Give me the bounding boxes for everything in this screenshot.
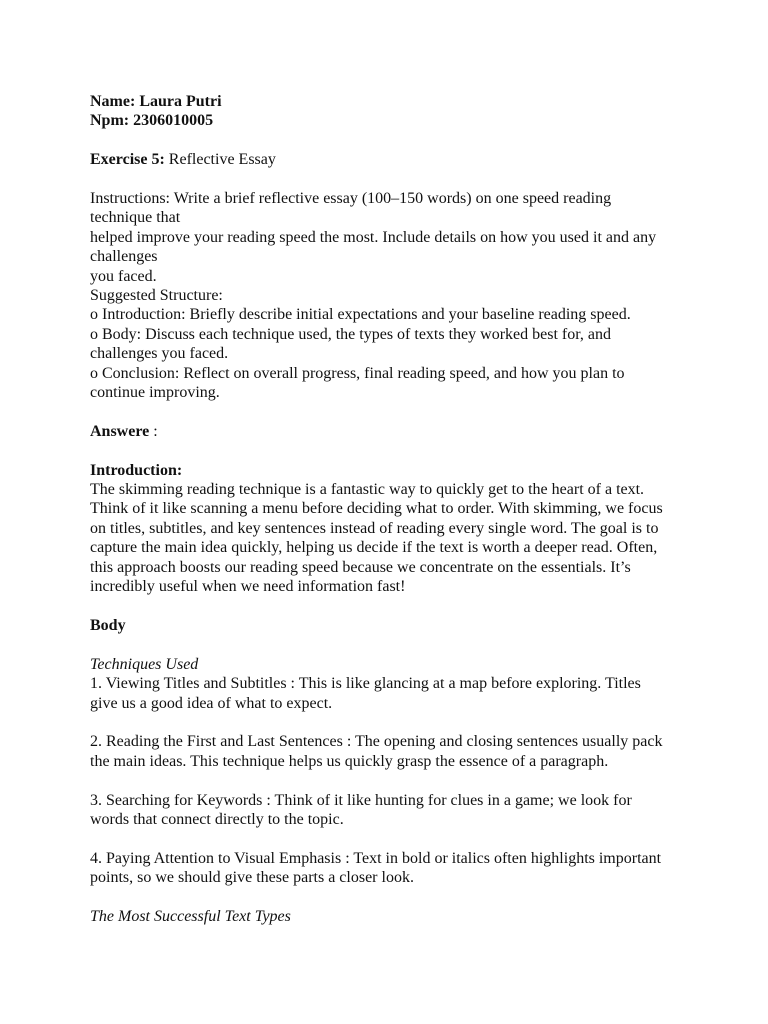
answer-heading: [90, 422, 690, 441]
spacer: [90, 635, 690, 654]
paragraph-line: The skimming reading technique is a fantastic way to quickly get to the heart of a text.: [90, 481, 645, 499]
document-page: [90, 92, 690, 926]
answer-label: Answere: [90, 422, 150, 440]
structure-heading: Suggested Structure:: [90, 287, 223, 305]
technique-line: give us a good idea of what to expect.: [90, 694, 333, 712]
structure-item: o Introduction: Briefly describe initial expectations and your baseline reading speed.: [90, 306, 631, 324]
exercise-label: Exercise 5:: [90, 151, 165, 169]
technique-item: [90, 674, 690, 713]
paragraph-line: Think of it like scanning a menu before deciding what to order. With skimming, we focus: [90, 500, 663, 518]
technique-line: 2. Reading the First and Last Sentences : The opening and closing sentences usually pack: [90, 733, 663, 751]
paragraph-line: incredibly useful when we need information fast!: [90, 578, 406, 596]
introduction-paragraph: [90, 480, 690, 596]
body-heading: Body: [90, 616, 126, 634]
techniques-heading: Techniques Used: [90, 655, 199, 673]
structure-item: continue improving.: [90, 384, 220, 402]
technique-line: words that connect directly to the topic.: [90, 810, 344, 828]
spacer: [90, 771, 690, 790]
technique-item: [90, 791, 690, 830]
paragraph-line: this approach boosts our reading speed because we concentrate on the essentials. It’s: [90, 558, 631, 576]
instructions-line: you faced.: [90, 267, 157, 285]
instructions-line: Instructions: Write a brief reflective essay (100–150 words) on one speed reading: [90, 190, 612, 207]
instructions-line: technique that: [90, 209, 181, 227]
structure-item: o Body: Discuss each technique used, the types of texts they worked best for, and: [90, 325, 612, 343]
spacer: [90, 402, 690, 421]
student-npm: Npm: 2306010005: [90, 112, 214, 130]
spacer: [90, 131, 690, 150]
student-name: Name: Laura Putri: [90, 93, 222, 110]
answer-suffix: :: [149, 422, 158, 440]
paragraph-line: capture the main idea quickly, helping us decide if the text is worth a deeper read. Often,: [90, 539, 658, 557]
instructions-line: challenges: [90, 248, 158, 266]
technique-line: 1. Viewing Titles and Subtitles : This is like glancing at a map before exploring. Titles: [90, 675, 641, 693]
paragraph-line: on titles, subtitles, and key sentences instead of reading every single word. The goal is to: [90, 519, 659, 537]
structure-item: o Conclusion: Reflect on overall progress, final reading speed, and how you plan to: [90, 364, 625, 382]
spacer: [90, 170, 690, 189]
text-types-heading: The Most Successful Text Types: [90, 907, 291, 925]
technique-line: the main ideas. This technique helps us quickly grasp the essence of a paragraph.: [90, 752, 609, 770]
technique-line: points, so we should give these parts a closer look.: [90, 869, 414, 887]
exercise-title: [90, 150, 690, 169]
instructions-block: [90, 189, 690, 402]
introduction-heading: Introduction:: [90, 461, 183, 479]
technique-item: [90, 732, 690, 771]
technique-line: 3. Searching for Keywords : Think of it like hunting for clues in a game; we look for: [90, 791, 632, 809]
technique-item: [90, 849, 690, 888]
spacer: [90, 829, 690, 848]
spacer: [90, 597, 690, 616]
instructions-line: helped improve your reading speed the most. Include details on how you used it and any: [90, 228, 657, 246]
spacer: [90, 713, 690, 732]
technique-line: 4. Paying Attention to Visual Emphasis : Text in bold or italics often highlights important: [90, 849, 662, 867]
spacer: [90, 888, 690, 907]
structure-item: challenges you faced.: [90, 345, 229, 363]
spacer: [90, 441, 690, 460]
exercise-title-text: Reflective Essay: [164, 151, 276, 169]
